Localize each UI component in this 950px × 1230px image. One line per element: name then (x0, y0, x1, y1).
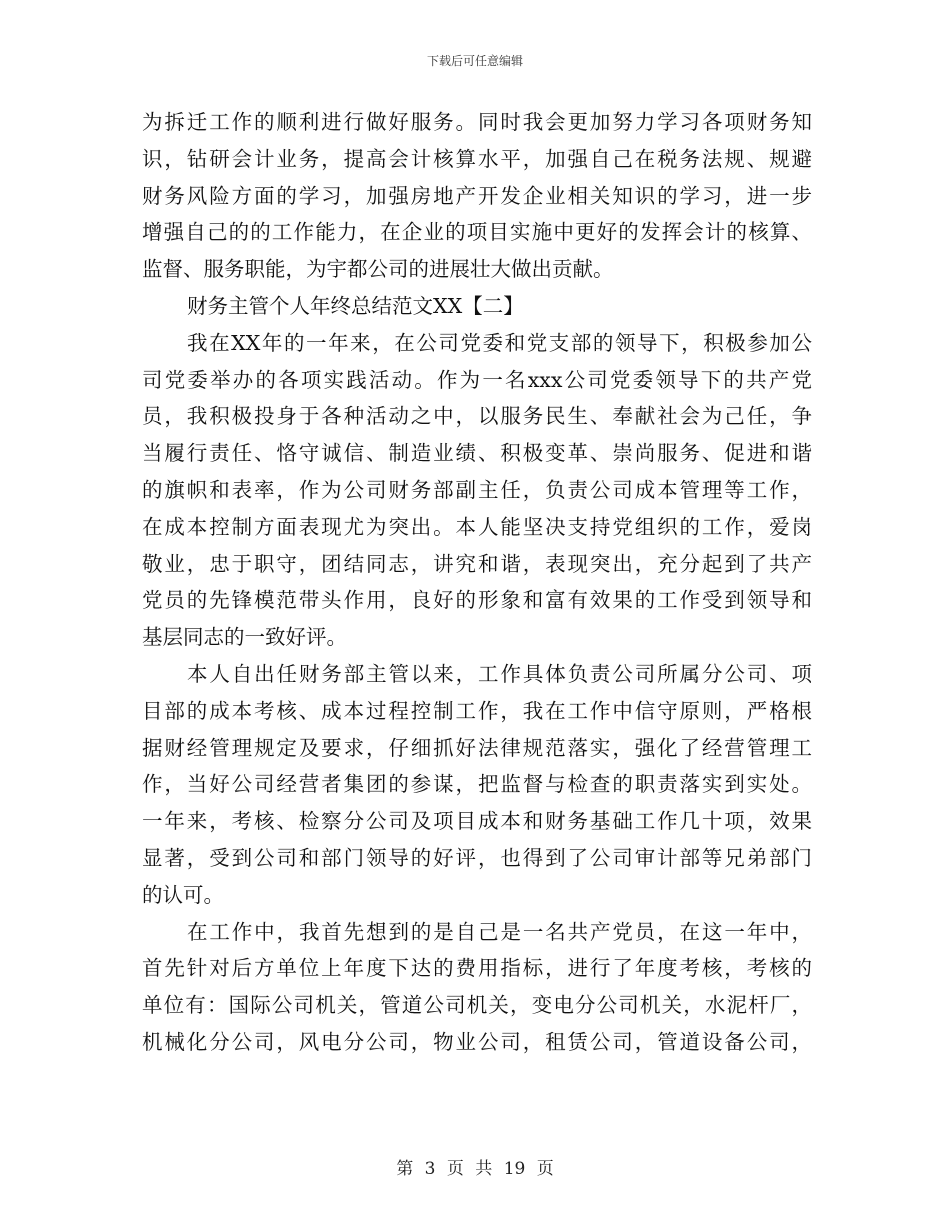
body-line: 单位有：国际公司机关，管道公司机关，变电分公司机关，水泥杆厂， (142, 993, 812, 1018)
page-number: 第 3 页 共 19 页 (396, 1159, 554, 1179)
body-line: 一年来，考核、检察分公司及项目成本和财务基础工作几十项，效果 (142, 809, 812, 834)
body-line: 基层同志的一致好评。 (142, 625, 347, 650)
body-line: 监督、服务职能，为宇都公司的进展壮大做出贡献。 (142, 257, 614, 282)
body-line: 的认可。 (142, 882, 224, 907)
body-line: 财务风险方面的学习，加强房地产开发企业相关知识的学习，进一步 (142, 183, 812, 208)
body-line: 机械化分公司，风电分公司，物业公司，租赁公司，管道设备公司， (142, 1029, 812, 1054)
body-line: 在工作中，我首先想到的是自己是一名共产党员，在这一年中， (187, 919, 812, 944)
section-heading: 财务主管个人年终总结范文XX【二】 (187, 293, 524, 318)
body-line: 当履行责任、恪守诚信、制造业绩、积极变革、崇尚服务、促进和谐 (142, 441, 812, 466)
body-line: 我在XX年的一年来，在公司党委和党支部的领导下，积极参加公 (187, 330, 812, 355)
body-line: 敬业，忠于职守，团结同志，讲究和谐，表现突出，充分起到了共产 (142, 551, 812, 576)
body-line: 在成本控制方面表现尤为突出。本人能坚决支持党组织的工作，爱岗 (142, 514, 812, 539)
body-line: 党员的先锋模范带头作用，良好的形象和富有效果的工作受到领导和 (142, 588, 812, 613)
body-line: 员，我积极投身于各种活动之中，以服务民生、奉献社会为己任，争 (142, 404, 812, 429)
body-line: 识，钻研会计业务，提高会计核算水平，加强自己在税务法规、规避 (142, 146, 812, 171)
body-line: 据财经管理规定及要求，仔细抓好法律规范落实，强化了经营管理工 (142, 735, 812, 760)
body-line: 作，当好公司经营者集团的参谋，把监督与检查的职责落实到实处。 (142, 772, 812, 797)
body-line: 本人自出任财务部主管以来，工作具体负责公司所属分公司、项 (187, 661, 812, 686)
body-line: 的旗帜和表率，作为公司财务部副主任，负责公司成本管理等工作， (142, 477, 812, 502)
body-line: 显著，受到公司和部门领导的好评，也得到了公司审计部等兄弟部门 (142, 845, 812, 870)
body-line: 增强自己的的工作能力，在企业的项目实施中更好的发挥会计的核算、 (142, 220, 812, 245)
document-body (142, 104, 812, 1061)
body-line: 首先针对后方单位上年度下达的费用指标，进行了年度考核，考核的 (142, 956, 812, 981)
header-note: 下载后可任意编辑 (426, 54, 523, 68)
body-line: 目部的成本考核、成本过程控制工作，我在工作中信守原则，严格根 (142, 698, 812, 723)
body-line: 为拆迁工作的顺利进行做好服务。同时我会更加努力学习各项财务知 (142, 110, 812, 134)
body-line: 司党委举办的各项实践活动。作为一名xxx公司党委领导下的共产党 (142, 367, 812, 392)
